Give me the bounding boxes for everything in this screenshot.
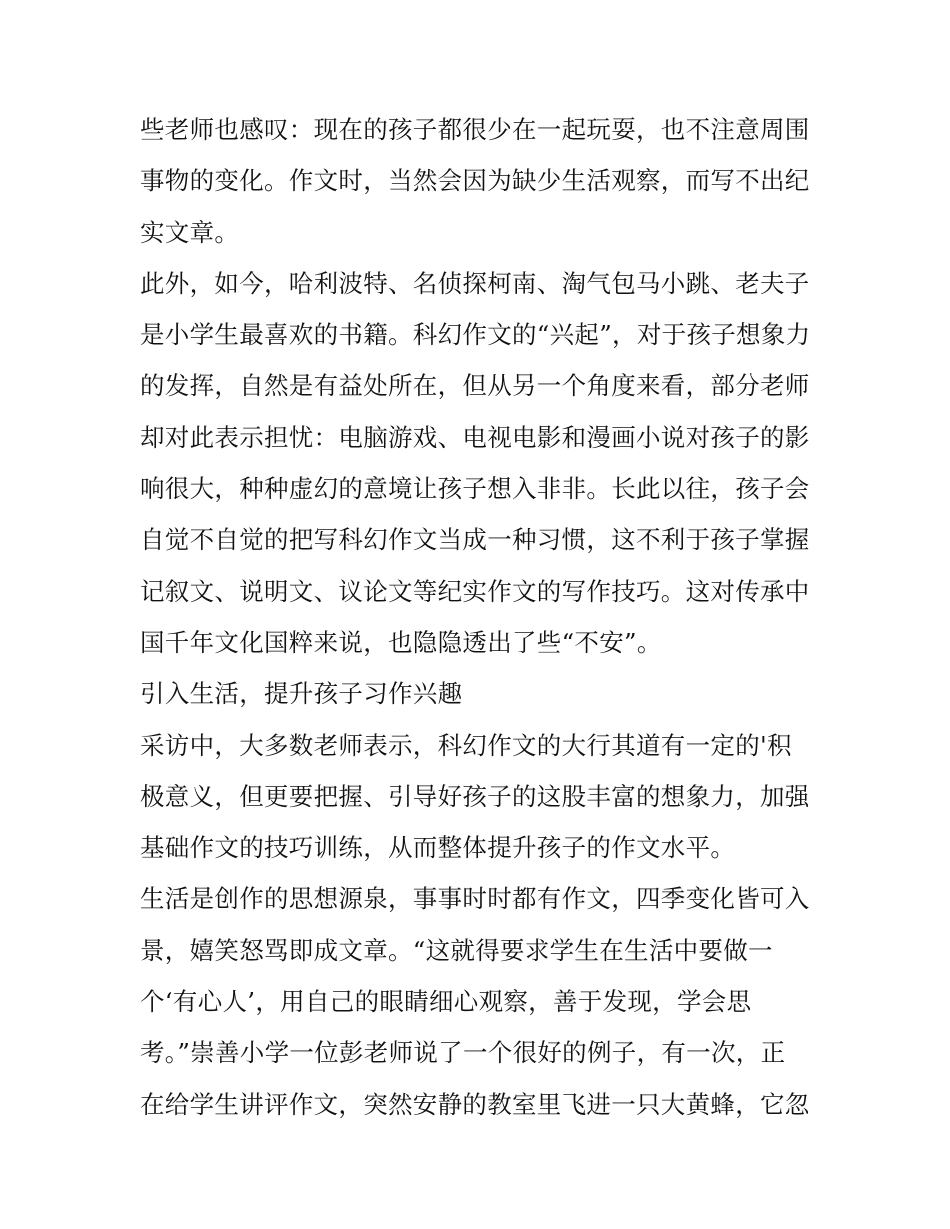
text-line-11: 国千年文化国粹来说，也隐隐透出了些“不安”。 [140, 627, 662, 657]
text-line-2: 事物的变化。作文时，当然会因为缺少生活观察，而写不出纪 [140, 166, 810, 196]
text-line-7: 却对此表示担忧：电脑游戏、电视电影和漫画小说对孩子的影 [140, 422, 810, 452]
section-heading: 引入生活，提升孩子习作兴趣 [140, 679, 463, 709]
text-line-13: 采访中，大多数老师表示，科幻作文的大行其道有一定的'积 [140, 730, 792, 760]
text-line-4: 此外，如今，哈利波特、名侦探柯南、淘气包马小跳、老夫子 [140, 268, 810, 298]
text-line-16: 生活是创作的思想源泉，事事时时都有作文，四季变化皆可入 [140, 884, 810, 914]
text-line-6: 的发挥，自然是有益处所在，但从另一个角度来看，部分老师 [140, 371, 810, 401]
text-line-17: 景，嬉笑怒骂即成文章。“这就得要求学生在生活中要做一 [140, 935, 773, 965]
text-line-8: 响很大，种种虚幻的意境让孩子想入非非。长此以往，孩子会 [140, 474, 810, 504]
text-line-19: 考。”崇善小学一位彭老师说了一个很好的例子，有一次，正 [140, 1038, 786, 1068]
text-line-15: 基础作文的技巧训练，从而整体提升孩子的作文水平。 [140, 833, 736, 863]
text-line-14: 极意义，但更要把握、引导好孩子的这股丰富的想象力，加强 [140, 781, 810, 811]
text-line-9: 自觉不自觉的把写科幻作文当成一种习惯，这不利于孩子掌握 [140, 525, 810, 555]
text-line-18: 个‘有心人’，用自己的眼睛细心观察，善于发现，学会思 [140, 987, 752, 1017]
text-line-1: 些老师也感叹：现在的孩子都很少在一起玩耍，也不注意周围 [140, 115, 810, 144]
text-line-3: 实文章。 [140, 217, 240, 247]
text-line-10: 记叙文、说明文、议论文等纪实作文的写作技巧。这对传承中 [140, 576, 810, 606]
text-line-20: 在给学生讲评作文，突然安静的教室里飞进一只大黄蜂，它忽 [140, 1089, 810, 1119]
text-line-5: 是小学生最喜欢的书籍。科幻作文的“兴起”，对于孩子想象力 [140, 320, 811, 350]
document-body-text [140, 104, 820, 1130]
